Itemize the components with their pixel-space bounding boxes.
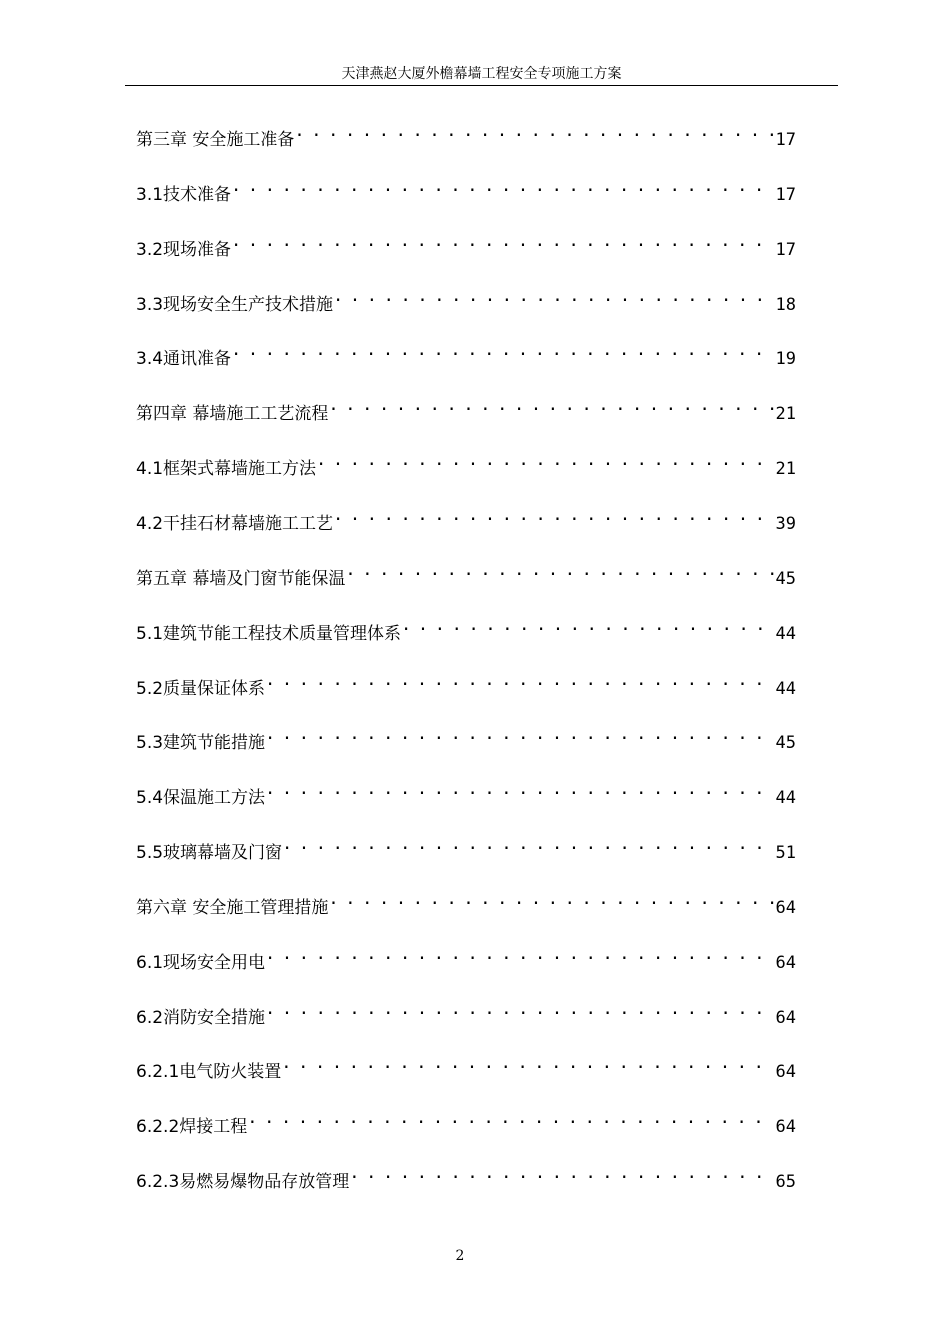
toc-entry-title: 3.1技术准备	[136, 185, 232, 205]
toc-entry-title: 5.5玻璃幕墙及门窗	[136, 843, 283, 863]
toc-entry[interactable]	[136, 611, 796, 644]
toc-entry-title: 第五章 幕墙及门窗节能保温	[136, 569, 346, 589]
toc-entry-page: 65	[775, 1172, 796, 1192]
toc-entry-page: 44	[775, 788, 796, 808]
toc-entry-title: 6.1现场安全用电	[136, 953, 266, 973]
toc-entry-page: 64	[775, 898, 796, 918]
toc-entry[interactable]	[136, 666, 796, 699]
toc-entry-page: 45	[775, 733, 796, 753]
toc-entry[interactable]	[136, 1049, 796, 1082]
toc-entry[interactable]	[136, 1104, 796, 1137]
toc-entry[interactable]	[136, 501, 796, 534]
toc-dot-leader	[316, 446, 773, 474]
toc-entry-title: 5.1建筑节能工程技术质量管理体系	[136, 624, 402, 644]
toc-entry[interactable]	[136, 391, 796, 424]
toc-entry[interactable]	[136, 775, 796, 808]
toc-dot-leader	[247, 1104, 773, 1132]
toc-entry-page: 17	[775, 240, 796, 260]
toc-entry-page: 17	[775, 130, 796, 150]
toc-entry[interactable]	[136, 282, 796, 315]
page-number: 2	[455, 1248, 465, 1264]
toc-entry-title: 3.4通讯准备	[136, 349, 232, 369]
toc-entry-page: 51	[775, 843, 796, 863]
toc-entry-title: 第三章 安全施工准备	[136, 130, 295, 150]
toc-dot-leader	[282, 830, 773, 858]
toc-dot-leader	[231, 227, 773, 255]
toc-entry-title: 6.2.1电气防火装置	[136, 1062, 282, 1082]
toc-dot-leader	[265, 995, 773, 1023]
toc-dot-leader	[333, 282, 773, 310]
toc-dot-leader	[328, 885, 773, 913]
toc-dot-leader	[265, 940, 773, 968]
toc-entry-page: 64	[775, 953, 796, 973]
toc-dot-leader	[265, 666, 773, 694]
toc-entry-page: 21	[775, 404, 796, 424]
toc-entry-title: 5.3建筑节能措施	[136, 733, 266, 753]
toc-entry-title: 5.4保温施工方法	[136, 788, 266, 808]
toc-entry-page: 21	[775, 459, 796, 479]
toc-dot-leader	[265, 775, 773, 803]
toc-entry[interactable]	[136, 885, 796, 918]
toc-dot-leader	[231, 336, 773, 364]
toc-entry-title: 3.2现场准备	[136, 240, 232, 260]
toc-dot-leader	[231, 172, 773, 200]
toc-entry-title: 4.2干挂石材幕墙施工工艺	[136, 514, 334, 534]
toc-entry-page: 64	[775, 1117, 796, 1137]
toc-dot-leader	[333, 501, 773, 529]
page-header-title: 天津燕赵大厦外檐幕墙工程安全专项施工方案	[341, 66, 622, 82]
toc-entry[interactable]	[136, 117, 796, 150]
toc-dot-leader	[265, 720, 773, 748]
toc-entry-page: 18	[775, 295, 796, 315]
toc-entry[interactable]	[136, 940, 796, 973]
toc-entry-title: 第六章 安全施工管理措施	[136, 898, 329, 918]
toc-entry[interactable]	[136, 336, 796, 369]
toc-entry[interactable]	[136, 227, 796, 260]
toc-dot-leader	[349, 1159, 773, 1187]
toc-entry-title: 6.2消防安全措施	[136, 1008, 266, 1028]
toc-entry-page: 44	[775, 624, 796, 644]
toc-entry[interactable]	[136, 830, 796, 863]
toc-entry[interactable]	[136, 1159, 796, 1192]
toc-entry[interactable]	[136, 446, 796, 479]
toc-entry-title: 5.2质量保证体系	[136, 679, 266, 699]
toc-entry-title: 3.3现场安全生产技术措施	[136, 295, 334, 315]
toc-entry-title: 4.1框架式幕墙施工方法	[136, 459, 317, 479]
toc-entry-page: 45	[775, 569, 796, 589]
toc-entry-page: 64	[775, 1062, 796, 1082]
toc-entry[interactable]	[136, 556, 796, 589]
toc-dot-leader	[294, 117, 773, 145]
toc-entry-page: 64	[775, 1008, 796, 1028]
toc-entry[interactable]	[136, 995, 796, 1028]
toc-dot-leader	[401, 611, 773, 639]
toc-entry-page: 17	[775, 185, 796, 205]
toc-entry[interactable]	[136, 720, 796, 753]
toc-entry-page: 19	[775, 349, 796, 369]
toc-entry-title: 第四章 幕墙施工工艺流程	[136, 404, 329, 424]
toc-entry[interactable]	[136, 172, 796, 205]
toc-dot-leader	[328, 391, 773, 419]
toc-entry-title: 6.2.2焊接工程	[136, 1117, 248, 1137]
toc-dot-leader	[345, 556, 773, 584]
toc-entry-page: 44	[775, 679, 796, 699]
toc-entry-page: 39	[775, 514, 796, 534]
toc-entry-title: 6.2.3易燃易爆物品存放管理	[136, 1172, 350, 1192]
toc-dot-leader	[281, 1049, 773, 1077]
